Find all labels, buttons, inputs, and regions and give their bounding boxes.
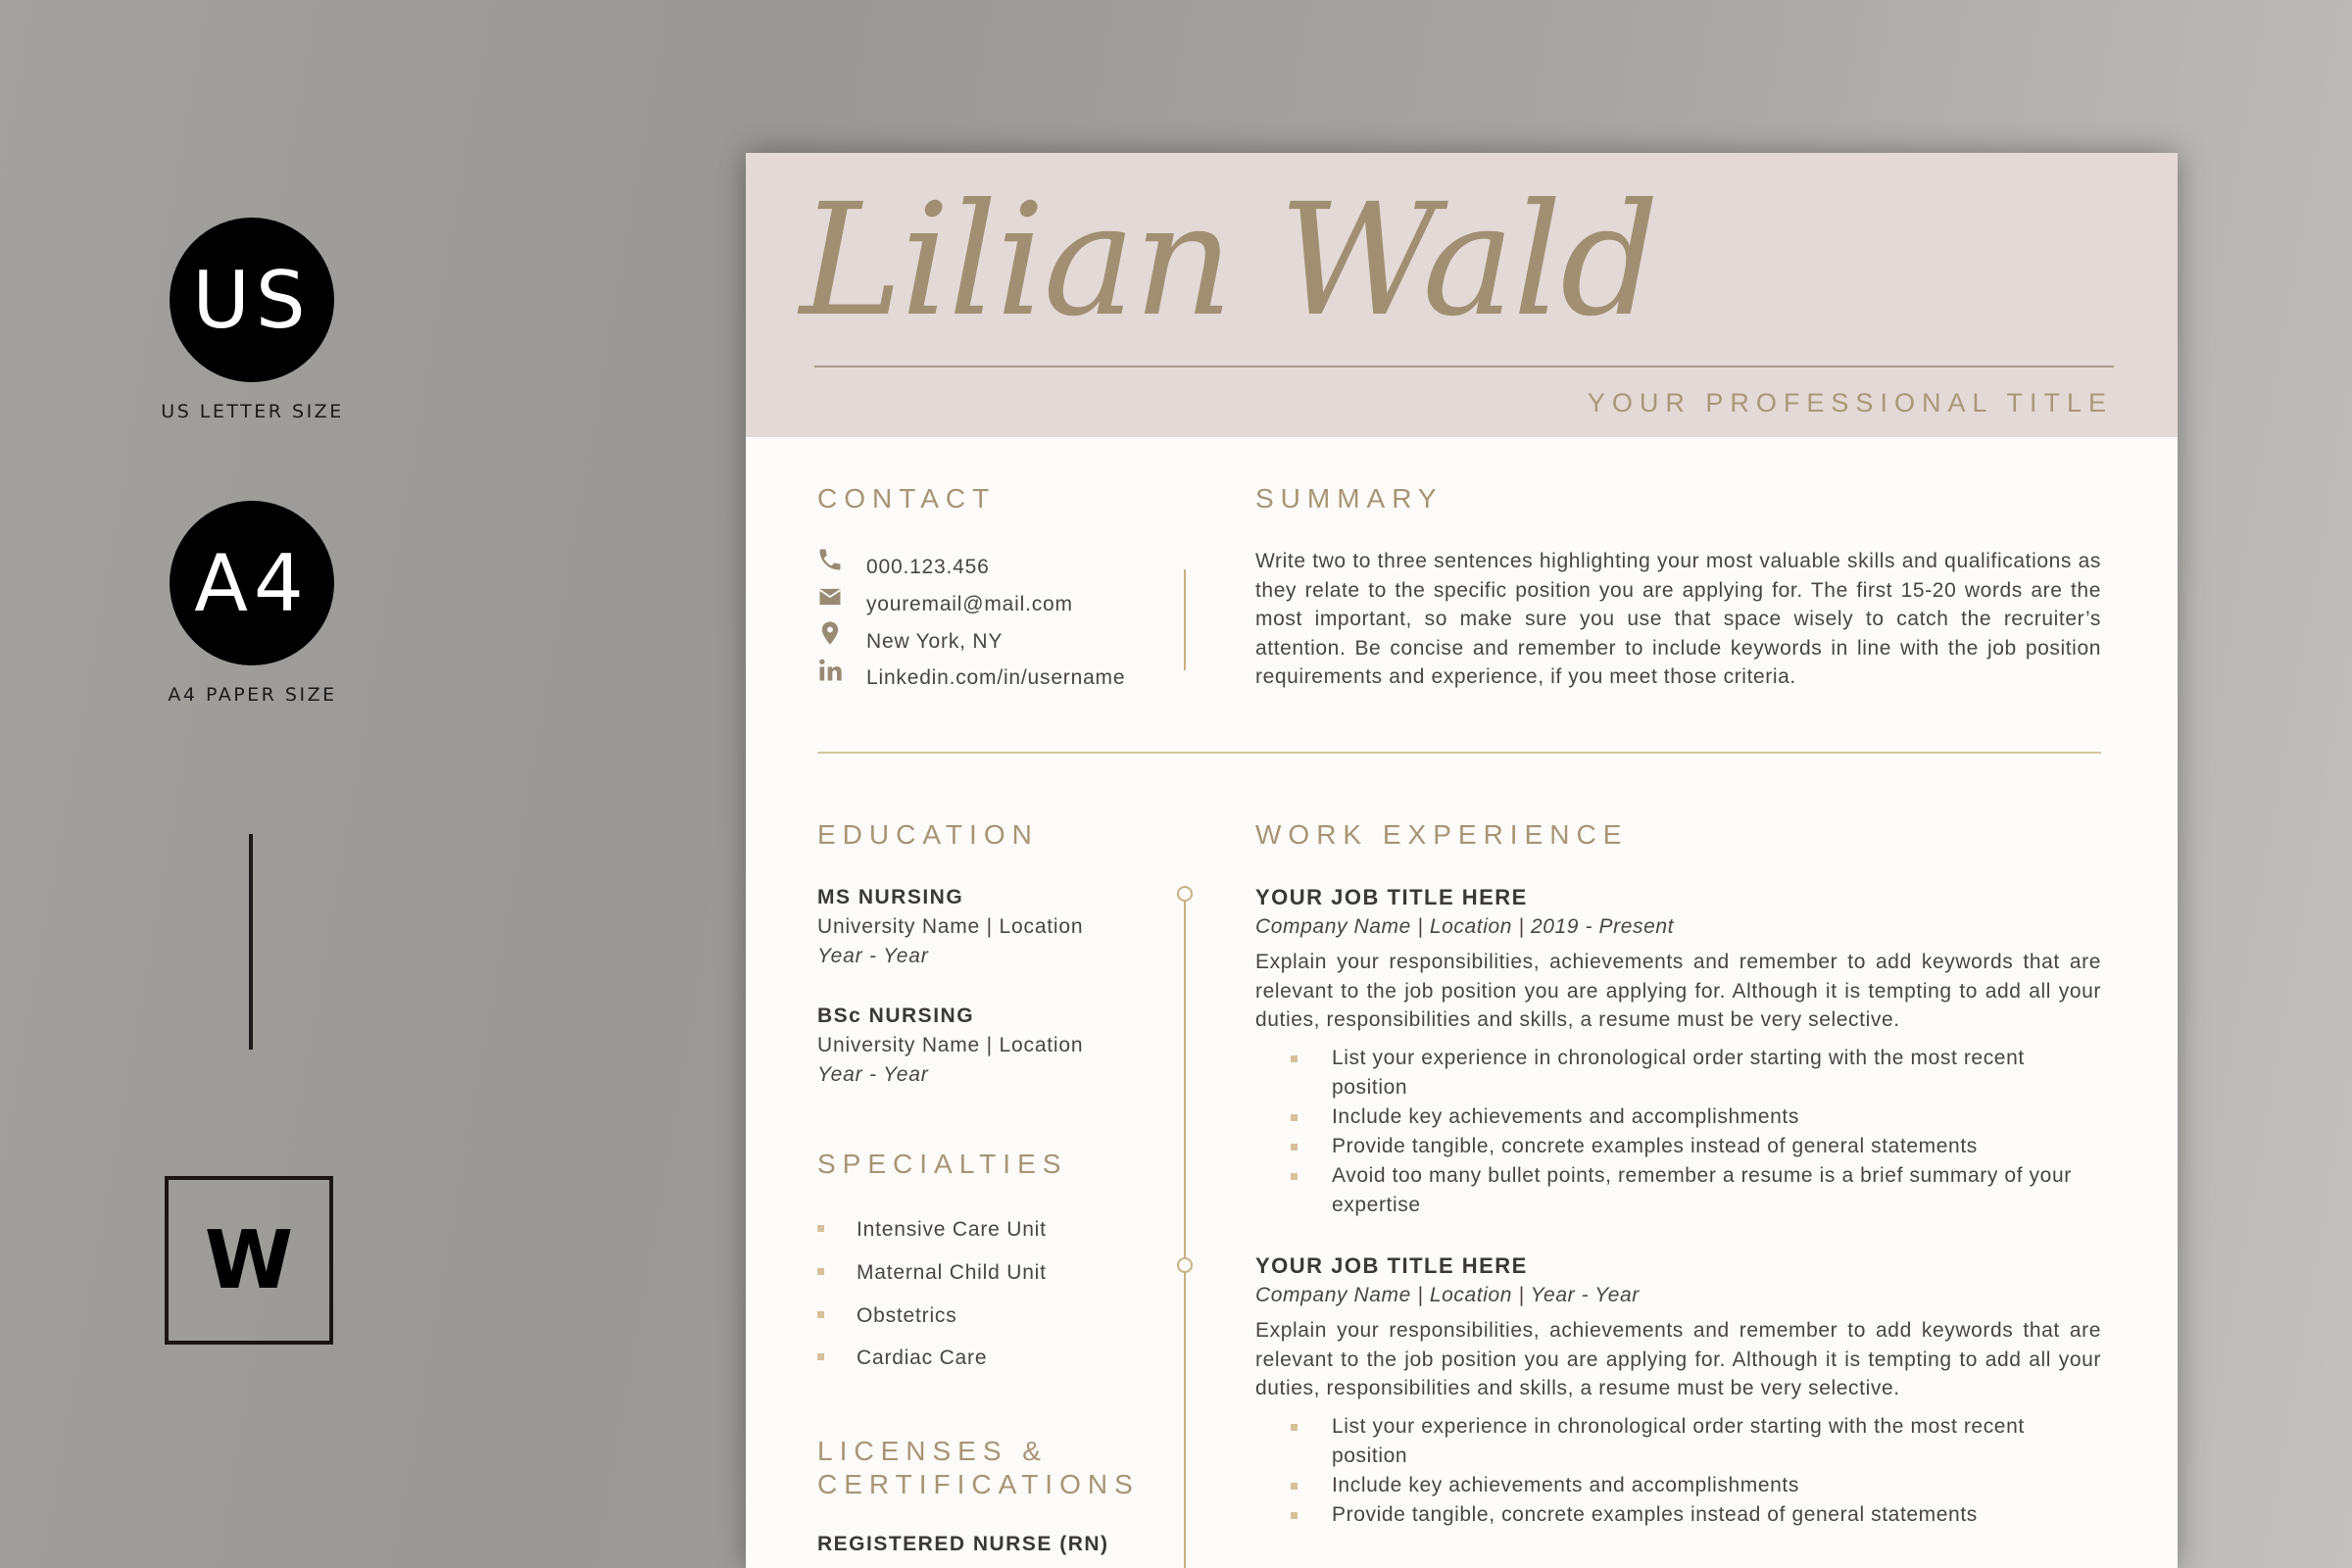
section-divider <box>817 752 2101 754</box>
job-bullet: Include key achievements and accomplishments <box>1291 1471 2075 1500</box>
education-degree: MS NURSING <box>817 886 964 908</box>
a4-paper-caption: A4 PAPER SIZE <box>168 684 337 706</box>
resume-header <box>746 153 2178 437</box>
job-bullet: Provide tangible, concrete examples instead of general statements <box>1291 1500 2075 1530</box>
licenses-heading-line2: CERTIFICATIONS <box>817 1469 1140 1499</box>
education-years: Year - Year <box>817 945 929 967</box>
badge-divider <box>249 834 253 1050</box>
a4-badge-label: A4 <box>194 537 310 629</box>
education-years: Year - Year <box>817 1063 929 1086</box>
us-letter-caption: US LETTER SIZE <box>161 401 344 422</box>
licenses-heading-line1: LICENSES & <box>817 1436 1048 1466</box>
specialty-item: Cardiac Care <box>817 1347 987 1370</box>
education-school: University Name | Location <box>817 915 1084 938</box>
phone-icon <box>816 546 844 573</box>
job-description: Explain your responsibilities, achievements and remember to add keywords that are relevant to the job position you are applying for. Although it is tempting to add all your duties, responsibilities and skills, a resume must be very selective. <box>1255 951 2101 1031</box>
job-bullet: List your experience in chronological order starting with the most recent position <box>1291 1044 2075 1102</box>
specialty-item: Maternal Child Unit <box>817 1261 1047 1285</box>
education-heading: EDUCATION <box>817 819 1039 850</box>
specialty-item: Obstetrics <box>817 1304 957 1328</box>
summary-text: Write two to three sentences highlighting your most valuable skills and qualifications as they relate to the specific position you are applying for. The first 15-20 words are the most important, so make sure you use that space wisely to catch the recruiter’s attention. Be concise and remember to include keywords in line with the job position requirements and experience, if you meet those criteria. <box>1255 550 2101 688</box>
job-title: YOUR JOB TITLE HERE <box>1255 1253 1528 1278</box>
contact-email: youremail@mail.com <box>866 593 1073 615</box>
contact-location: New York, NY <box>866 630 1004 653</box>
license-item: REGISTERED NURSE (RN) <box>817 1533 1109 1555</box>
education-degree: BSc NURSING <box>817 1004 975 1027</box>
contact-heading: CONTACT <box>817 483 997 514</box>
contact-divider <box>1184 569 1186 670</box>
mail-icon <box>816 583 844 611</box>
job-bullet: List your experience in chronological order starting with the most recent position <box>1291 1412 2075 1471</box>
job-bullet: Include key achievements and accomplishments <box>1291 1102 2075 1132</box>
job-bullets <box>1291 1412 2075 1530</box>
job-bullets <box>1291 1044 2075 1220</box>
location-pin-icon <box>816 619 844 647</box>
summary-heading: SUMMARY <box>1255 483 1444 514</box>
resume-page <box>746 153 2178 1568</box>
specialty-item: Intensive Care Unit <box>817 1218 1047 1242</box>
job-bullet: Provide tangible, concrete examples instead of general statements <box>1291 1132 2075 1161</box>
work-experience-heading: WORK EXPERIENCE <box>1255 819 1629 850</box>
a4-paper-badge <box>170 501 334 665</box>
timeline-line <box>1184 902 1186 1568</box>
word-letter: W <box>204 1213 294 1307</box>
job-meta: Company Name | Location | 2019 - Present <box>1255 915 1675 938</box>
job-bullet: Avoid too many bullet points, remember a resume is a brief summary of your expertise <box>1291 1161 2075 1220</box>
specialties-heading: SPECIALTIES <box>817 1149 1068 1179</box>
contact-phone: 000.123.456 <box>866 556 990 578</box>
education-school: University Name | Location <box>817 1034 1084 1056</box>
job-meta: Company Name | Location | Year - Year <box>1255 1284 1640 1306</box>
linkedin-icon <box>816 657 844 684</box>
job-title: YOUR JOB TITLE HERE <box>1255 885 1528 909</box>
professional-title: YOUR PROFESSIONAL TITLE <box>1587 388 2113 417</box>
candidate-name: Lilian Wald <box>800 171 1658 351</box>
job-description: Explain your responsibilities, achievements and remember to add keywords that are relevant to the job position you are applying for. Although it is tempting to add all your duties, responsibilities and skills, a resume must be very selective. <box>1255 1319 2101 1399</box>
us-letter-badge <box>170 218 334 382</box>
name-underline <box>814 366 2114 368</box>
timeline-node <box>1177 886 1193 902</box>
timeline-node <box>1177 1257 1193 1273</box>
us-badge-label: US <box>192 254 312 346</box>
word-format-icon <box>165 1176 333 1345</box>
contact-linkedin: Linkedin.com/in/username <box>866 666 1126 689</box>
